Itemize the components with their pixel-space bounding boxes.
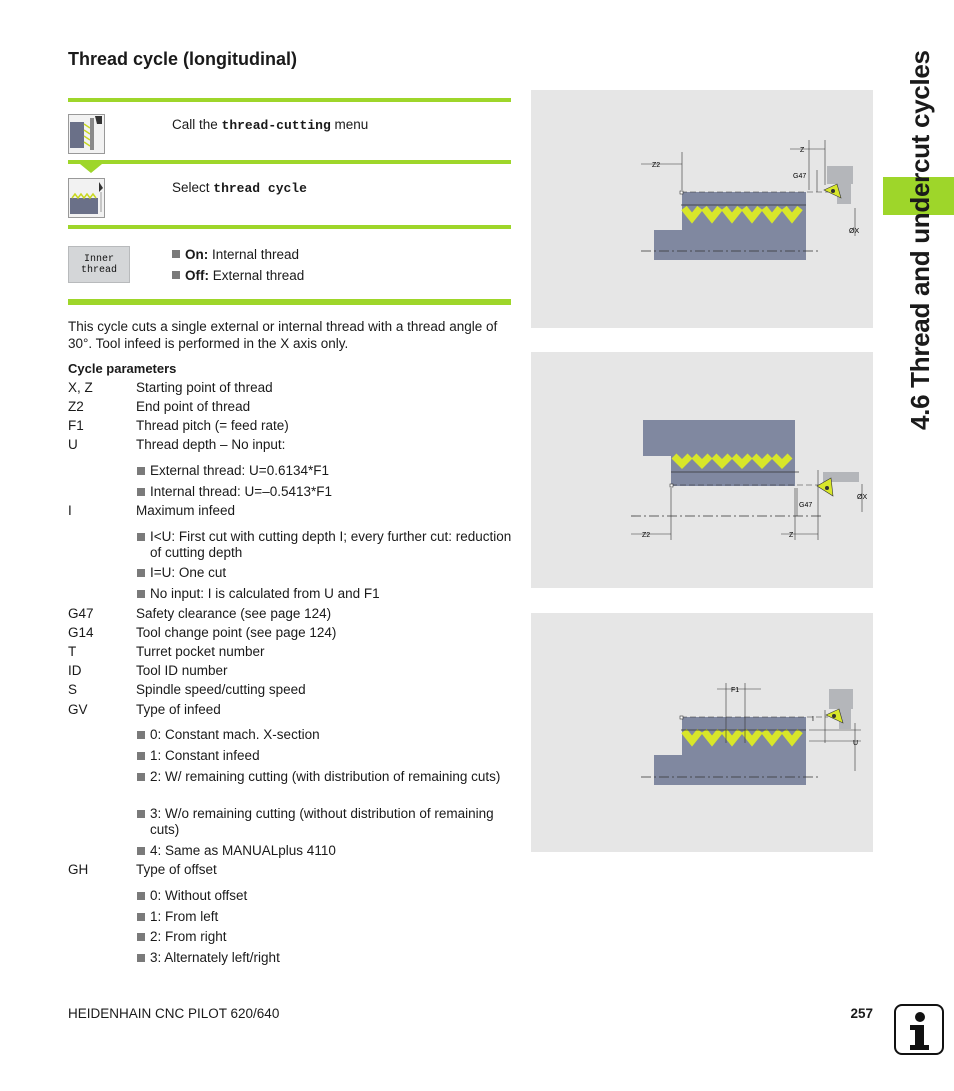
- option-text: Internal thread: [208, 247, 300, 262]
- cycle-name: thread cycle: [213, 181, 307, 196]
- menu-name: thread-cutting: [221, 118, 331, 133]
- option-on: [172, 244, 304, 265]
- step-row: [68, 102, 511, 160]
- bullet-text: No input: I is calculated from U and F1: [150, 586, 380, 601]
- param-bullet: [136, 463, 516, 479]
- bullet-text: I<U: First cut with cutting depth I; every further cut: reduction of cutting depth: [150, 529, 512, 560]
- bullet-icon: [137, 731, 145, 739]
- param-value: Tool ID number: [136, 663, 228, 678]
- bullet-text: 4: Same as MANUALplus 4110: [150, 843, 336, 858]
- bullet-icon: [137, 954, 145, 962]
- thread-cycle-icon[interactable]: [68, 178, 105, 223]
- bullet-text: I=U: One cut: [150, 565, 227, 580]
- param-bullet: [136, 748, 516, 764]
- step-instruction: [172, 117, 368, 133]
- param-bullet: [136, 888, 516, 904]
- bullet-text: 1: From left: [150, 909, 219, 924]
- option-label: On:: [185, 247, 209, 262]
- params-title: Cycle parameters: [68, 361, 177, 376]
- label-g47: G47: [793, 173, 807, 180]
- label-u: U: [853, 740, 859, 747]
- footer-manual-title: HEIDENHAIN CNC PILOT 620/640: [68, 1006, 280, 1021]
- bullet-icon: [137, 810, 145, 818]
- option-off: [172, 265, 304, 286]
- bullet-text: 1: Constant infeed: [150, 748, 260, 763]
- param-bullet: [136, 727, 516, 743]
- bullet-text: 0: Without offset: [150, 888, 248, 903]
- param-bullet: [136, 586, 516, 602]
- bullet-text: 3: Alternately left/right: [150, 950, 280, 965]
- bullet-icon: [137, 913, 145, 921]
- bullet-icon: [137, 773, 145, 781]
- param-key: ID: [68, 663, 82, 678]
- bullet-text: Internal thread: U=–0.5413*F1: [150, 484, 332, 499]
- step-row: [68, 164, 511, 225]
- bullet-icon: [137, 467, 145, 475]
- label-x: ØX: [849, 228, 860, 235]
- param-key: X, Z: [68, 380, 93, 395]
- param-bullet: [136, 529, 516, 561]
- bullet-icon: [172, 271, 180, 279]
- param-value: Thread depth – No input:: [136, 437, 286, 452]
- step-text-prefix: Call the: [172, 117, 222, 132]
- param-bullet: [136, 929, 516, 945]
- param-key: U: [68, 437, 78, 452]
- label-z2: Z2: [652, 162, 661, 169]
- param-key: GH: [68, 862, 89, 877]
- softkey-description: [172, 244, 304, 286]
- bullet-text: 0: Constant mach. X-section: [150, 727, 320, 742]
- inner-thread-softkey[interactable]: [68, 246, 130, 283]
- bullet-icon: [137, 569, 145, 577]
- step-row: [68, 229, 511, 299]
- param-value: Type of offset: [136, 862, 217, 877]
- chapter-title-text: 4.6 Thread and undercut cycles: [905, 50, 935, 430]
- divider-bar: [68, 299, 511, 305]
- bullet-text: 3: W/o remaining cutting (without distribution of remaining cuts): [150, 806, 494, 837]
- param-value: Maximum infeed: [136, 503, 236, 518]
- step-text-suffix: menu: [330, 117, 369, 132]
- param-bullet: [136, 909, 516, 925]
- param-bullet: [136, 565, 516, 581]
- param-value: Thread pitch (= feed rate): [136, 418, 289, 433]
- param-value: Turret pocket number: [136, 644, 265, 659]
- page-number: 257: [850, 1006, 873, 1021]
- bullet-icon: [137, 933, 145, 941]
- softkey-line: Inner: [83, 254, 114, 265]
- param-key: G47: [68, 606, 94, 621]
- param-key: T: [68, 644, 77, 659]
- param-value: Tool change point (see page 124): [136, 625, 337, 640]
- bullet-text: 2: From right: [150, 929, 227, 944]
- param-value: Spindle speed/cutting speed: [136, 682, 306, 697]
- label-g47: G47: [799, 502, 813, 509]
- option-text: External thread: [209, 268, 305, 283]
- param-bullet: [136, 769, 516, 785]
- option-label: Off:: [185, 268, 209, 283]
- info-icon: [894, 1004, 944, 1055]
- label-z: Z: [789, 532, 794, 539]
- param-key: GV: [68, 702, 88, 717]
- label-z2: Z2: [642, 532, 651, 539]
- bullet-text: External thread: U=0.6134*F1: [150, 463, 329, 478]
- param-value: End point of thread: [136, 399, 251, 414]
- bullet-icon: [137, 847, 145, 855]
- param-key: F1: [68, 418, 84, 433]
- bullet-icon: [137, 590, 145, 598]
- figure-infeed: [531, 613, 873, 852]
- figure-external-thread: [531, 90, 873, 328]
- param-value: Safety clearance (see page 124): [136, 606, 332, 621]
- bullet-text: 2: W/ remaining cutting (with distribution of remaining cuts): [150, 769, 501, 784]
- bullet-icon: [172, 250, 180, 258]
- param-bullet: [136, 843, 516, 859]
- label-z: Z: [800, 147, 805, 154]
- label-f1: F1: [731, 687, 740, 694]
- param-bullet: [136, 806, 516, 838]
- bullet-icon: [137, 752, 145, 760]
- step-instruction: [172, 180, 307, 196]
- param-key: S: [68, 682, 78, 697]
- param-value: Type of infeed: [136, 702, 221, 717]
- label-x: ØX: [857, 494, 868, 501]
- step-table: [68, 98, 511, 305]
- param-key: Z2: [68, 399, 84, 414]
- bullet-icon: [137, 892, 145, 900]
- param-key: I: [68, 503, 72, 518]
- param-bullet: [136, 484, 516, 500]
- param-bullet: [136, 950, 516, 966]
- bullet-icon: [137, 488, 145, 496]
- step-text-prefix: Select: [172, 180, 214, 195]
- thread-cutting-menu-icon[interactable]: [68, 114, 105, 159]
- bullet-icon: [137, 533, 145, 541]
- figure-internal-thread: [531, 352, 873, 588]
- intro-paragraph: This cycle cuts a single external or internal thread with a thread angle of 30°. Tool infeed is performed in the X axis only.: [68, 319, 498, 351]
- softkey-line: thread: [80, 265, 117, 276]
- param-key: G14: [68, 625, 94, 640]
- section-title: Thread cycle (longitudinal): [68, 49, 298, 69]
- param-value: Starting point of thread: [136, 380, 273, 395]
- label-i: I: [812, 716, 814, 723]
